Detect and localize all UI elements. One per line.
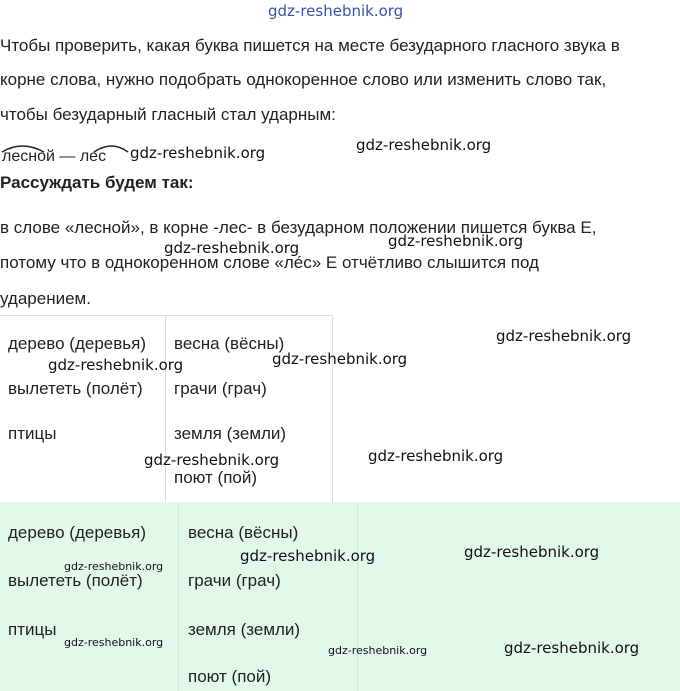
watermark: gdz-reshebnik.org: [64, 560, 164, 573]
watermark: gdz-reshebnik.org: [130, 144, 266, 162]
watermark: gdz-reshebnik.org: [328, 644, 428, 657]
word-table-2: [0, 502, 680, 691]
watermark: gdz-reshebnik.org: [64, 636, 164, 649]
table-2-cell: поют (пой): [188, 667, 272, 686]
watermark: gdz-reshebnik.org: [368, 447, 504, 465]
table-1-cell: дерево (деревья): [8, 334, 147, 353]
watermark: gdz-reshebnik.org: [164, 239, 300, 257]
table-1-cell: грачи (грач): [174, 379, 267, 398]
watermark: gdz-reshebnik.org: [48, 356, 184, 374]
watermark: gdz-reshebnik.org: [144, 451, 280, 469]
table-2-cell: весна (вёсны): [188, 523, 299, 542]
watermark-top: gdz-reshebnik.org: [268, 2, 404, 20]
intro-line-1: Чтобы проверить, какая буква пишется на месте безударного гласного звука в: [0, 36, 620, 55]
table-2-divider: [357, 502, 358, 691]
example-word-2: лес: [79, 148, 107, 165]
word-table-1: [0, 315, 333, 503]
watermark: gdz-reshebnik.org: [496, 327, 632, 345]
watermark: gdz-reshebnik.org: [240, 547, 376, 565]
table-1-cell: поют (пой): [174, 468, 258, 487]
example-word-1-vowel: е: [11, 148, 21, 165]
reasoning-heading: Рассуждать будем так:: [0, 173, 194, 192]
watermark: gdz-reshebnik.org: [356, 136, 492, 154]
table-2-cell: птицы: [8, 620, 57, 639]
reasoning-line-1: в слове «лесной», в корне -лес- в безударном положении пишется буква Е,: [0, 218, 597, 237]
table-2-cell: земля (земли): [188, 620, 301, 639]
table-1-cell: земля (земли): [174, 424, 287, 443]
table-2-cell: грачи (грач): [188, 571, 281, 590]
watermark: gdz-reshebnik.org: [504, 639, 640, 657]
example-words: [2, 147, 106, 167]
table-1-cell: вылететь (полёт): [8, 379, 143, 398]
reasoning-line-2: потому что в однокоренном слове «лéс» Е отчётливо слышится под: [0, 253, 539, 272]
watermark: gdz-reshebnik.org: [464, 543, 600, 561]
table-2-cell: дерево (деревья): [8, 523, 147, 542]
table-2-divider: [178, 502, 179, 691]
table-1-divider: [165, 316, 166, 503]
intro-line-2: корне слова, нужно подобрать однокоренное слово или изменить слово так,: [0, 70, 607, 89]
example-word-1-pre: л: [2, 148, 12, 165]
watermark: gdz-reshebnik.org: [388, 232, 524, 250]
example-dash: —: [59, 148, 76, 165]
table-2-cell: вылететь (полёт): [8, 571, 143, 590]
reasoning-line-3: ударением.: [0, 289, 91, 308]
example-word-1-post: сной: [20, 148, 55, 165]
table-1-cell: весна (вёсны): [174, 334, 285, 353]
watermark: gdz-reshebnik.org: [272, 350, 408, 368]
intro-line-3: чтобы безударный гласный стал ударным:: [0, 105, 336, 124]
table-1-cell: птицы: [8, 424, 57, 443]
